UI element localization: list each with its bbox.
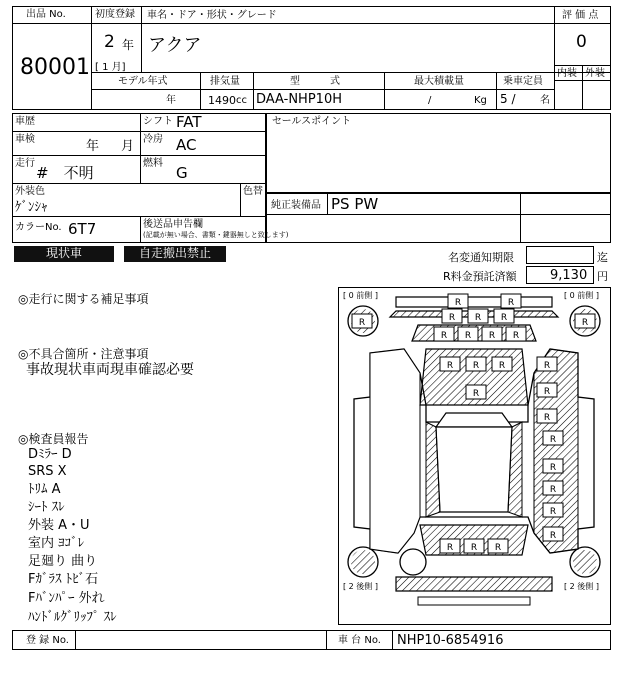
repair-marker — [537, 409, 557, 423]
diagram-label-rear-right: [ 2 後側 ] — [564, 582, 599, 591]
diagram-label-rear-left: [ 2 後側 ] — [343, 582, 378, 591]
svg-text:R: R — [440, 331, 448, 341]
shift-value: FAT — [176, 113, 202, 131]
svg-text:R: R — [500, 313, 508, 323]
load-unit: Kg — [474, 95, 487, 106]
deadline-box — [526, 246, 594, 264]
first-reg-year: 2 — [104, 32, 115, 52]
repair-marker — [492, 357, 512, 371]
type-value: DAA-NHP10H — [256, 92, 342, 107]
svg-text:R: R — [472, 389, 480, 399]
rating-value: 0 — [576, 32, 587, 52]
repair-marker — [543, 503, 563, 517]
svg-text:R: R — [549, 485, 557, 495]
displacement-unit: cc — [236, 95, 247, 106]
repair-marker — [494, 309, 514, 323]
repair-marker — [537, 383, 557, 397]
first-reg-cell — [92, 6, 142, 72]
load-label: 最大積載量 — [414, 76, 464, 87]
svg-text:R: R — [358, 318, 366, 328]
recycle-label: R料金預託済額 — [443, 270, 517, 283]
repair-marker — [468, 309, 488, 323]
windshield — [436, 413, 512, 427]
svg-text:R: R — [549, 507, 557, 517]
repair-marker — [543, 431, 563, 445]
diagram-label-front-left: [ 0 前側 ] — [343, 291, 378, 300]
lot-number: 80001 — [20, 55, 90, 80]
inspector-item: 足廻り 曲り — [28, 554, 98, 569]
rating-label: 評 価 点 — [562, 10, 599, 21]
displacement-value: 1490 — [208, 94, 236, 107]
repair-marker — [440, 357, 460, 371]
lot-cell — [12, 6, 92, 110]
repair-marker — [506, 327, 526, 341]
svg-text:R: R — [446, 543, 454, 553]
car-name: アクア — [148, 35, 202, 56]
roof — [436, 427, 512, 512]
repair-marker — [501, 294, 521, 308]
recycle-unit: 円 — [597, 270, 608, 283]
equipment-label: 純正装備品 — [271, 200, 321, 211]
svg-text:R: R — [488, 331, 496, 341]
inspector-item: ｼｰﾄ ｽﾚ — [28, 500, 65, 515]
svg-text:R: R — [581, 318, 589, 328]
no-self-drive-badge: 自走搬出禁止 — [124, 246, 226, 262]
repair-marker — [543, 481, 563, 495]
inspector-item: SRS X — [28, 464, 67, 479]
svg-text:R: R — [470, 543, 478, 553]
repair-marker — [543, 459, 563, 473]
mileage-value: # 不明 — [36, 164, 94, 182]
docs-label: 後送品申告欄 — [143, 219, 203, 230]
model-year-unit: 年 — [166, 95, 176, 106]
inspector-item: ﾊﾝﾄﾞﾙｸﾞﾘｯﾌﾟ ｽﾚ — [28, 610, 117, 625]
interior-label: 内装 — [557, 68, 577, 79]
rear-bumper — [396, 577, 552, 591]
car-damage-diagram — [338, 287, 611, 625]
defect-notes-text: 事故現状車両現車確認必要 — [26, 362, 194, 378]
sales-point-label: セールスポイント — [272, 116, 352, 127]
chassis-no-label: 車 台 No. — [338, 635, 381, 646]
defect-notes-title: ◎不具合箇所・注意事項 — [18, 347, 149, 361]
repair-marker — [440, 539, 460, 553]
svg-text:R: R — [472, 361, 480, 371]
ac-label: 冷房 — [143, 134, 163, 145]
displacement-label: 排気量 — [210, 76, 240, 87]
svg-text:R: R — [464, 331, 472, 341]
mileage-label: 走行 — [15, 158, 35, 169]
color-change-label: 色替 — [243, 186, 263, 197]
repair-marker — [466, 357, 486, 371]
registration-no-label: 登 録 No. — [26, 635, 69, 646]
color-value: ｹﾞﾝｼｬ — [15, 200, 48, 215]
color-no-value: 6T7 — [68, 220, 97, 238]
repair-marker — [464, 539, 484, 553]
inspection-month: 月 — [121, 139, 135, 154]
ac-value: AC — [176, 136, 197, 154]
svg-text:R: R — [549, 531, 557, 541]
repair-marker — [448, 294, 468, 308]
inspection-year: 年 — [86, 139, 100, 154]
color-label: 外装色 — [15, 186, 45, 197]
capacity-label: 乗車定員 — [503, 76, 543, 87]
svg-text:R: R — [543, 361, 551, 371]
recycle-value: 9,130 — [550, 268, 588, 283]
svg-text:R: R — [494, 543, 502, 553]
inspector-item: ﾄﾘﾑ A — [28, 482, 61, 497]
svg-text:R: R — [543, 387, 551, 397]
svg-text:R: R — [543, 413, 551, 423]
driving-notes-title: ◎走行に関する補足事項 — [18, 292, 149, 306]
equipment-value: PS PW — [331, 195, 379, 213]
repair-marker — [466, 385, 486, 399]
spare-tire — [400, 549, 426, 575]
svg-text:R: R — [474, 313, 482, 323]
year-unit: 年 — [122, 38, 135, 52]
repair-marker — [488, 539, 508, 553]
capacity-unit: 名 — [540, 95, 550, 106]
repair-marker — [442, 309, 462, 323]
footer-frame — [12, 630, 611, 650]
fuel-value: G — [176, 164, 188, 182]
left-side-panel — [370, 349, 420, 553]
svg-text:R: R — [454, 298, 462, 308]
model-year-label: モデル年式 — [118, 76, 168, 87]
shift-label: シフト — [143, 116, 173, 127]
svg-text:R: R — [549, 463, 557, 473]
deadline-label: 名変通知期限 — [448, 251, 514, 264]
inspector-item: Dﾐﾗｰ D — [28, 447, 72, 462]
repair-marker — [434, 327, 454, 341]
inspector-item: Fﾊﾞﾝﾊﾟｰ 外れ — [28, 591, 105, 606]
chassis-no-value: NHP10-6854916 — [397, 633, 504, 648]
svg-text:R: R — [446, 361, 454, 371]
repair-marker — [482, 327, 502, 341]
inspector-item: 外装 A・U — [28, 518, 90, 533]
fuel-label: 燃料 — [143, 158, 163, 169]
docs-note: (記載が無い場合、書類・鍵器無しと致します) — [143, 231, 289, 239]
color-no-label: カラーNo. — [15, 222, 62, 233]
repair-marker — [543, 527, 563, 541]
exterior-label: 外装 — [585, 68, 605, 79]
svg-text:R: R — [512, 331, 520, 341]
history-label: 車歴 — [15, 116, 35, 127]
repair-marker — [537, 357, 557, 371]
repair-marker — [458, 327, 478, 341]
name-label: 車名・ドア・形状・グレード — [147, 10, 277, 21]
svg-text:R: R — [448, 313, 456, 323]
inspection-label: 車検 — [15, 134, 35, 145]
svg-text:R: R — [507, 298, 515, 308]
lot-label: 出品 No. — [26, 9, 66, 20]
repair-marker — [352, 314, 372, 328]
rear-lower-bumper — [418, 597, 530, 605]
status-badge: 現状車 — [14, 246, 114, 262]
inspector-item: 室内 ﾖｺﾞﾚ — [28, 536, 85, 551]
svg-text:R: R — [549, 435, 557, 445]
inspector-report-title: ◎検査員報告 — [18, 432, 89, 446]
inspector-item: Fｶﾞﾗｽ ﾄﾋﾞ石 — [28, 572, 99, 587]
svg-text:R: R — [498, 361, 506, 371]
repair-marker — [575, 314, 595, 328]
deadline-unit: 迄 — [597, 251, 608, 264]
first-reg-label: 初度登録 — [95, 9, 135, 20]
diagram-label-front-right: [ 0 前側 ] — [564, 291, 599, 300]
first-reg-month: [ 1 月] — [95, 62, 126, 73]
type-label: 型 式 — [290, 76, 340, 87]
right-side-panel — [534, 349, 578, 553]
load-slash: / — [428, 95, 432, 106]
capacity-value: 5 / — [500, 92, 516, 106]
